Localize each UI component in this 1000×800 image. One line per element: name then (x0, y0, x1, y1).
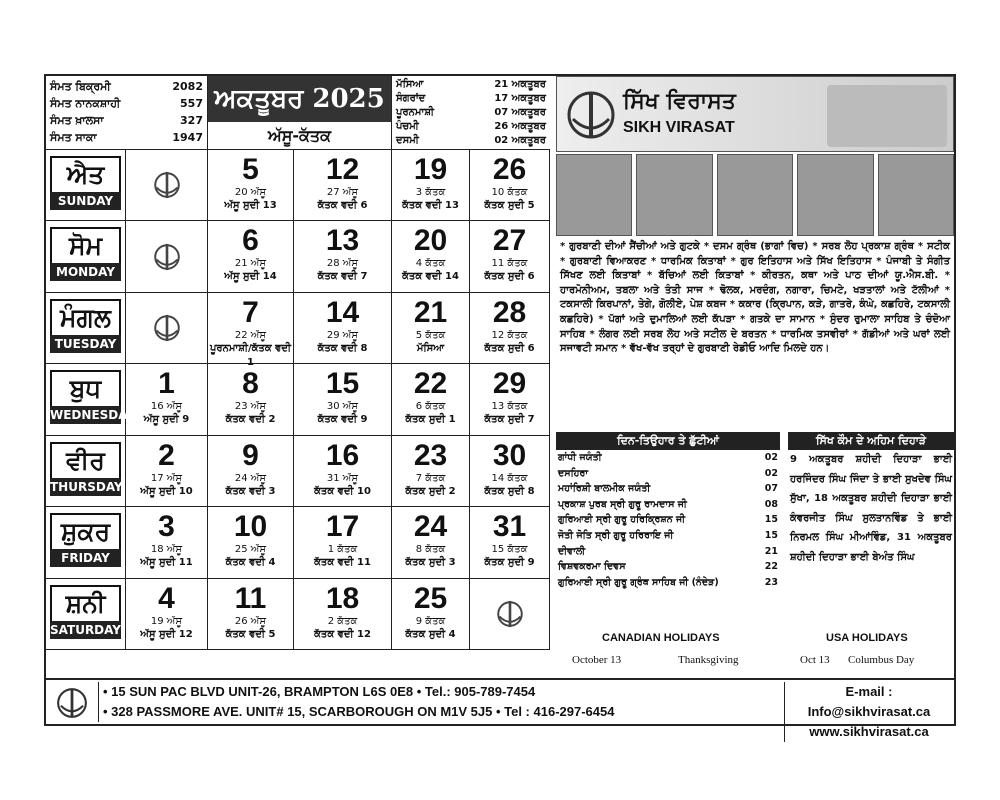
lunar-date: ਅੱਸੂ ਸੁਦੀ 9 (143, 414, 190, 426)
holiday-name: ਗੁਰਿਆਈ ਸ੍ਰੀ ਗੁਰੂ ਗ੍ਰੰਥ ਸਾਹਿਬ ਜੀ (ਨੰਦੇੜ) (558, 576, 719, 588)
lunar-date: ਕੱਤਕ ਵਦੀ 14 (402, 271, 459, 283)
date-cell (470, 150, 550, 221)
date-number: 14 (325, 295, 360, 329)
solar-date: 24 ਅੱਸੂ (234, 472, 267, 484)
date-number: 16 (325, 438, 360, 472)
moon-row (396, 78, 546, 92)
holiday-row (556, 559, 780, 575)
day-name-cell (46, 150, 126, 221)
calendar-grid (46, 150, 550, 650)
solar-date: 12 ਕੱਤਕ (491, 329, 528, 341)
era-label: ਸੰਮਤ ਸਾਕਾ (50, 131, 97, 144)
holiday-row (556, 497, 780, 513)
sikh-days (788, 432, 954, 568)
date-number: 8 (242, 367, 259, 401)
date-number: 3 (158, 510, 175, 544)
era-value: 1947 (172, 131, 203, 144)
lunar-date: ਕੱਤਕ ਵਦੀ 13 (402, 200, 459, 211)
solar-date: 20 ਅੱਸੂ (234, 187, 267, 198)
holiday-day: 23 (764, 576, 778, 588)
solar-date: 7 ਕੱਤਕ (415, 472, 446, 484)
moon-label: ਪੂਰਨਮਾਸ਼ੀ (396, 107, 435, 118)
tabla-photo (797, 154, 873, 236)
brand-name-punjabi: ਸਿੱਖ ਵਿਰਾਸਤ (623, 89, 736, 114)
date-number: 18 (325, 581, 360, 615)
date-number: 15 (325, 367, 360, 401)
lunar-date: ਕੱਤਕ ਸੁਦੀ 6 (484, 271, 535, 283)
date-cell (470, 364, 550, 435)
lunar-date: ਕੱਤਕ ਸੁਦੀ 4 (405, 628, 456, 640)
lunar-date: ਕੱਤਕ ਵਦੀ 6 (317, 200, 368, 211)
harmonium-photo (717, 154, 793, 236)
solar-date: 19 ਅੱਸੂ (150, 615, 183, 627)
date-cell (470, 293, 550, 364)
date-cell (208, 150, 294, 221)
moon-value: 26 ਅਕਤੂਬਰ (494, 121, 546, 132)
bookshelf-photo (878, 154, 954, 236)
day-name-punjabi: ਵੀਰ (50, 442, 121, 478)
era-value: 2082 (172, 80, 203, 93)
date-cell (208, 221, 294, 292)
solar-date: 27 ਅੱਸੂ (326, 187, 359, 198)
address-scarborough: • 328 PASSMORE AVE. UNIT# 15, SCARBOROUGH ON M1V 5J5 • Tel : 416-297-6454 (103, 704, 615, 719)
product-photos (556, 154, 954, 236)
khanda-emblem (126, 293, 207, 363)
khanda-icon (150, 311, 184, 345)
solar-date: 31 ਅੱਸੂ (326, 472, 359, 484)
month-title: ਅਕਤੂਬਰ 2025 (208, 76, 391, 122)
date-number: 26 (492, 153, 527, 186)
day-name-cell (46, 436, 126, 507)
moon-label: ਸੰਗਰਾਂਦ (396, 93, 426, 104)
solar-date: 17 ਅੱਸੂ (150, 472, 183, 484)
lunar-date: ਅੱਸੂ ਸੁਦੀ 12 (140, 628, 193, 640)
solar-date: 25 ਅੱਸੂ (234, 544, 267, 556)
date-cell (208, 507, 294, 578)
kirpan-photo (556, 154, 632, 236)
khanda-icon (150, 240, 184, 274)
day-name-cell (46, 221, 126, 292)
era-label: ਸੰਮਤ ਖ਼ਾਲਸਾ (50, 114, 104, 127)
lunar-date: ਕੱਤਕ ਸੁਦੀ 5 (484, 200, 535, 211)
solar-date: 4 ਕੱਤਕ (415, 258, 446, 270)
lunar-date: ਕੱਤਕ ਸੁਦੀ 8 (484, 485, 535, 497)
month-title-block (208, 76, 392, 150)
date-cell (392, 221, 470, 292)
holiday-day: 21 (764, 545, 778, 557)
era-label: ਸੰਮਤ ਬਿਕ੍ਰਮੀ (50, 80, 111, 93)
day-name-english: FRIDAY (50, 549, 121, 567)
lunar-date: ਕੱਤਕ ਸੁਦੀ 6 (484, 342, 535, 354)
brand-name-english: SIKH VIRASAT (623, 119, 735, 136)
solar-date: 30 ਅੱਸੂ (326, 401, 359, 413)
date-number: 17 (325, 510, 360, 544)
era-years (46, 76, 208, 150)
holiday-name: ਮਹਾਂਰਿਸ਼ੀ ਬਾਲਮੀਕ ਜਯੰਤੀ (558, 483, 651, 495)
date-number: 21 (413, 295, 448, 329)
date-cell (470, 436, 550, 507)
date-cell (208, 293, 294, 368)
date-number: 24 (413, 510, 448, 544)
solar-date: 5 ਕੱਤਕ (415, 329, 446, 341)
day-name-english: THURSDAY (50, 479, 123, 494)
foreign-holidays (556, 628, 954, 674)
sikh-days-header: ਸਿੱਖ ਕੌਮ ਦੇ ਅਹਿਮ ਦਿਹਾੜੇ (788, 432, 954, 450)
footer-logo (50, 682, 94, 724)
holiday-day: 22 (764, 561, 778, 573)
date-cell (126, 293, 208, 364)
moon-row (396, 134, 546, 148)
era-value: 557 (180, 97, 203, 110)
holiday-day: 07 (764, 483, 778, 495)
date-number: 5 (242, 153, 259, 186)
date-number: 4 (158, 581, 175, 615)
lunar-date: ਕੱਤਕ ਵਦੀ 2 (225, 414, 276, 426)
holiday-name: ਗਾਂਧੀ ਜਯੰਤੀ (558, 452, 602, 463)
calendar (46, 76, 550, 650)
moon-row (396, 92, 546, 106)
date-cell (208, 436, 294, 507)
address-brampton: • 15 SUN PAC BLVD UNIT-26, BRAMPTON L6S 0E8 • Tel.: 905-789-7454 (103, 684, 536, 699)
date-cell (294, 221, 392, 292)
era-row (50, 78, 203, 95)
solar-date: 16 ਅੱਸੂ (150, 401, 183, 413)
solar-date: 6 ਕੱਤਕ (415, 401, 446, 413)
date-cell (470, 507, 550, 578)
date-number: 22 (413, 367, 448, 401)
brand-banner (556, 76, 954, 152)
holiday-name: ਦਸਹਿਰਾ (558, 467, 589, 479)
date-number: 30 (492, 438, 527, 472)
date-number: 25 (413, 581, 448, 615)
moon-value: 02 ਅਕਤੂਬਰ (494, 135, 546, 146)
holiday-day: 15 (764, 529, 778, 541)
solar-date: 1 ਕੱਤਕ (327, 544, 358, 556)
date-cell (392, 436, 470, 507)
date-cell (294, 364, 392, 435)
date-number: 29 (492, 367, 527, 401)
lunar-date: ਕੱਤਕ ਵਦੀ 9 (317, 414, 368, 426)
lunar-date: ਕੱਤਕ ਸੁਦੀ 9 (484, 557, 535, 569)
moon-dates (392, 76, 550, 150)
day-name-punjabi: ਸ਼ੁਕਰ (50, 513, 121, 549)
lunar-date: ਅੱਸੂ ਸੁਦੀ 10 (140, 485, 193, 497)
moon-label: ਦਸਮੀ (396, 135, 419, 146)
date-cell (470, 579, 550, 650)
lunar-date: ਅੱਸੂ ਸੁਦੀ 11 (140, 557, 193, 569)
lunar-date: ਕੱਤਕ ਸੁਦੀ 2 (405, 485, 456, 497)
date-number: 23 (413, 438, 448, 472)
era-value: 327 (180, 114, 203, 127)
date-cell (392, 150, 470, 221)
holidays-list (556, 432, 780, 590)
day-name-english: SATURDAY (50, 622, 121, 637)
era-label: ਸੰਮਤ ਨਾਨਕਸ਼ਾਹੀ (50, 97, 121, 110)
date-cell (126, 507, 208, 578)
lunar-date: ਅੱਸੂ ਸੁਦੀ 13 (224, 200, 277, 211)
solar-date: 13 ਕੱਤਕ (491, 401, 528, 413)
date-cell (294, 579, 392, 650)
solar-date: 2 ਕੱਤਕ (327, 615, 358, 627)
date-cell (392, 507, 470, 578)
day-name-english: TUESDAY (50, 335, 121, 353)
books-photo (636, 154, 712, 236)
lunar-date: ਅੱਸੂ ਸੁਦੀ 14 (224, 271, 277, 283)
khanda-logo-icon (565, 89, 617, 141)
holiday-name: ਪ੍ਰਕਾਸ਼ ਪੁਰਬ ਸ੍ਰੀ ਗੁਰੂ ਰਾਮਦਾਸ ਜੀ (558, 498, 687, 510)
holiday-name: ਗੁਰਿਆਈ ਸ੍ਰੀ ਗੁਰੂ ਹਰਿਕ੍ਰਿਸ਼ਨ ਜੀ (558, 514, 686, 526)
date-number: 13 (325, 224, 360, 258)
khanda-icon (54, 685, 90, 721)
solar-date: 11 ਕੱਤਕ (491, 258, 528, 270)
date-cell (126, 436, 208, 507)
khanda-emblem (126, 221, 207, 291)
era-row (50, 95, 203, 112)
day-name-cell (46, 364, 136, 435)
date-cell (126, 221, 208, 292)
day-name-punjabi: ਸੋਮ (50, 227, 121, 263)
holiday-row (556, 466, 780, 482)
holiday-day: 02 (764, 452, 778, 463)
solar-date: 29 ਅੱਸੂ (326, 329, 359, 341)
holiday-name: ਦੀਵਾਲੀ (558, 545, 586, 557)
day-name-punjabi: ਬੁਧ (50, 370, 121, 406)
usa-holiday-date: Oct 13 (800, 654, 830, 666)
store-description: * ਗੁਰਬਾਣੀ ਦੀਆਂ ਸੈਂਚੀਆਂ ਅਤੇ ਗੁਟਕੇ * ਦਸਮ ਗ੍ਰੰਥ (ਭਾਗਾਂ ਵਿਚ) * ਸਰਬ ਲੋਹ ਪ੍ਰਕਾਸ਼ ਗ੍ਰੰਥ * ਸਟੀਕ * ਗੁਰਬਾਣੀ ਵਿਆਕਰਣ * ਧਾਰਮਿਕ ਕਿਤਾਬਾਂ * ਗੁਰ ਇਤਿਹਾਸ ਅਤੇ ਸਿੱਖ ਇਤਿਹਾਸ * ਪੰਜਾਬੀ ਤੇ ਸੰਗੀਤ ਸਿੱਖਣ ਲਈ ਕਿਤਾਬਾਂ * ਬੱਚਿਆਂ ਲਈ ਕਿਤਾਬਾਂ * ਕੀਰਤਨ, ਕਥਾ ਅਤੇ ਪਾਠ ਦੀਆਂ ਯੂ.ਐਸ.ਬੀ. * ਹਾਰਮੋਨੀਅਮ, ਤਬਲਾ ਅਤੇ ਤੰਤੀ ਸਾਜ * ਢੋਲਕ, ਮਰਦੰਗ, ਨਗਾਰਾ, ਚਿਮਟੇ, ਖੜਤਾਲਾਂ ਅਤੇ ਟੱਲੀਆਂ * ਟਕਸਾਲੀ ਕਿਰਪਾਨਾਂ, ਤੇਗੇ, ਗੋਲੀਏ, ਪੇਸ਼ ਕਬਜ * ਕਕਾਰ (ਕ੍ਰਿਪਾਨ, ਕੜੇ, ਗਾਤਰੇ, ਕੰਘੇ, ਕਛਹਿਰੇ, ਟਕਸਾਲੀ ਕਛਹਿਰੇ) * ਪੱਗਾਂ ਅਤੇ ਦੁਮਾਲਿਆਂ ਲਈ ਕੱਪੜਾ * ਗਤਕੇ ਦਾ ਸਾਮਾਨ * ਸੁੰਦਰ ਰੁਮਾਲਾ ਸਾਹਿਬ ਤੇ ਚੰਦੋਆ ਸਾਹਿਬ * ਲੰਗਰ ਲਈ ਸਰਬ ਲੋਹ ਅਤੇ ਸਟੀਲ ਦੇ ਬਰਤਨ * ਧਾਰਮਿਕ ਤਸਵੀਰਾਂ * ਗੱਡੀਆਂ ਅਤੇ ਘਰਾਂ ਲਈ ਸਜਾਵਟੀ ਸਮਾਨ * ਵੱਖ-ਵੱਖ ਤਰ੍ਹਾਂ ਦੇ ਗੁਰਬਾਣੀ ਰੇਡੀਓ ਆਦਿ ਮਿਲਦੇ ਹਨ। (560, 241, 950, 355)
day-name-punjabi: ਸ਼ਨੀ (50, 585, 121, 621)
date-cell (208, 579, 294, 650)
moon-label: ਮੱਸਿਆ (396, 79, 424, 90)
date-number: 28 (492, 295, 527, 329)
canadian-holiday-date: October 13 (572, 654, 622, 666)
holiday-row (556, 481, 780, 497)
lunar-date: ਮੱਸਿਆ (416, 342, 445, 354)
date-cell (392, 579, 470, 650)
date-number: 10 (233, 510, 268, 544)
date-cell (126, 150, 208, 221)
solar-date: 22 ਅੱਸੂ (234, 329, 267, 341)
solar-date: 18 ਅੱਸੂ (150, 544, 183, 556)
date-number: 31 (492, 510, 527, 544)
holiday-day: 08 (764, 498, 778, 510)
contact-info (784, 682, 953, 742)
website-link[interactable]: www.sikhvirasat.ca (809, 724, 929, 739)
khanda-emblem (470, 579, 549, 649)
lunar-date: ਪੂਰਨਮਾਸ਼ੀ/ਕੱਤਕ ਵਦੀ 1 (209, 342, 292, 368)
date-cell (294, 436, 392, 507)
canadian-holiday-name: Thanksgiving (678, 654, 739, 666)
date-cell (126, 364, 208, 435)
date-number: 11 (234, 581, 267, 615)
solar-date: 21 ਅੱਸੂ (234, 258, 267, 270)
solar-date: 8 ਕੱਤਕ (415, 544, 446, 556)
date-number: 6 (242, 224, 259, 258)
day-name-punjabi: ਮੰਗਲ (50, 299, 121, 335)
solar-date: 10 ਕੱਤਕ (491, 187, 528, 198)
date-cell (294, 293, 392, 364)
footer (46, 678, 954, 739)
date-number: 7 (242, 295, 259, 329)
date-cell (126, 579, 208, 650)
date-number: 2 (158, 438, 175, 472)
moon-value: 17 ਅਕਤੂਬਰ (494, 93, 546, 104)
holiday-name: ਜੋਤੀ ਜੋਤਿ ਸ੍ਰੀ ਗੁਰੂ ਹਰਿਰਾਇ ਜੀ (558, 529, 674, 541)
khanda-emblem (126, 150, 207, 220)
day-name-punjabi: ਐਤ (50, 156, 121, 192)
usa-holidays-title: USA HOLIDAYS (826, 632, 908, 644)
sikh-days-text: 9 ਅਕਤੂਬਰ ਸ਼ਹੀਦੀ ਦਿਹਾੜਾ ਭਾਈ ਹਰਜਿੰਦਰ ਸਿੰਘ ਜਿੰਦਾ ਤੇ ਭਾਈ ਸੁਖਦੇਵ ਸਿੰਘ ਸੁੱਖਾ, 18 ਅਕਤੂਬਰ ਸ਼ਹੀਦੀ ਦਿਹਾੜਾ ਭਾਈ ਕੰਵਰਜੀਤ ਸਿੰਘ ਸੁਲਤਾਨਵਿੰਡ ਤੇ ਭਾਈ ਨਿਰਮਲ ਸਿੰਘ ਮੀਆਂਵਿੰਡ, 31 ਅਕਤੂਬਰ ਸ਼ਹੀਦੀ ਦਿਹਾੜਾ ਭਾਈ ਬੇਅੰਤ ਸਿੰਘ (790, 454, 952, 563)
holiday-row (556, 512, 780, 528)
solar-date: 9 ਕੱਤਕ (415, 615, 446, 627)
lunar-date: ਕੱਤਕ ਵਦੀ 10 (314, 485, 371, 497)
canadian-holidays-title: CANADIAN HOLIDAYS (602, 632, 720, 644)
lunar-date: ਕੱਤਕ ਵਦੀ 7 (317, 271, 368, 283)
month-subtitle: ਅੱਸੂ-ਕੱਤਕ (267, 126, 332, 145)
date-cell (294, 507, 392, 578)
solar-date: 28 ਅੱਸੂ (326, 258, 359, 270)
lunar-date: ਕੱਤਕ ਸੁਦੀ 1 (405, 414, 456, 426)
lunar-date: ਕੱਤਕ ਵਦੀ 11 (314, 557, 371, 569)
store-addresses (98, 682, 783, 722)
date-number: 9 (242, 438, 259, 472)
date-cell (294, 150, 392, 221)
solar-date: 23 ਅੱਸੂ (234, 401, 267, 413)
day-name-cell (46, 507, 126, 578)
golden-temple-image (827, 85, 947, 147)
date-number: 27 (492, 224, 527, 258)
khanda-icon (493, 597, 527, 631)
khanda-icon (150, 168, 184, 202)
lunar-date: ਕੱਤਕ ਵਦੀ 5 (225, 628, 276, 640)
solar-date: 14 ਕੱਤਕ (491, 472, 528, 484)
solar-date: 3 ਕੱਤਕ (415, 187, 446, 198)
holidays-header: ਦਿਨ-ਤਿਉਹਾਰ ਤੇ ਛੁੱਟੀਆਂ (556, 432, 780, 450)
moon-label: ਪੰਚਮੀ (396, 121, 419, 132)
lunar-date: ਕੱਤਕ ਵਦੀ 4 (225, 557, 276, 569)
lunar-date: ਕੱਤਕ ਵਦੀ 3 (225, 485, 276, 497)
holiday-row (556, 450, 780, 466)
lunar-date: ਕੱਤਕ ਸੁਦੀ 3 (405, 557, 456, 569)
day-name-cell (46, 293, 126, 364)
moon-row (396, 120, 546, 134)
moon-value: 21 ਅਕਤੂਬਰ (494, 79, 546, 90)
solar-date: 26 ਅੱਸੂ (234, 615, 267, 627)
holiday-name: ਵਿਸ਼ਵਕਰਮਾ ਦਿਵਸ (558, 561, 626, 573)
holiday-day: 02 (764, 467, 778, 479)
solar-date: 15 ਕੱਤਕ (491, 544, 528, 556)
lunar-date: ਕੱਤਕ ਸੁਦੀ 7 (484, 414, 535, 426)
date-number: 12 (325, 153, 360, 186)
date-number: 20 (413, 224, 448, 258)
moon-row (396, 106, 546, 120)
holiday-row (556, 528, 780, 544)
era-row (50, 129, 203, 146)
holiday-row (556, 544, 780, 560)
day-name-english: SUNDAY (50, 192, 121, 210)
date-number: 1 (158, 367, 175, 401)
date-cell (470, 221, 550, 292)
day-name-cell (46, 579, 126, 650)
lunar-date: ਕੱਤਕ ਵਦੀ 12 (314, 628, 371, 640)
date-cell (392, 364, 470, 435)
moon-value: 07 ਅਕਤੂਬਰ (494, 107, 546, 118)
date-cell (208, 364, 294, 435)
usa-holiday-name: Columbus Day (848, 654, 915, 666)
holiday-day: 15 (764, 514, 778, 526)
era-row (50, 112, 203, 129)
date-number: 19 (413, 153, 448, 186)
email-link[interactable]: E-mail : Info@sikhvirasat.ca (807, 684, 931, 719)
date-cell (392, 293, 470, 364)
holiday-row (556, 575, 780, 591)
lunar-date: ਕੱਤਕ ਵਦੀ 8 (317, 342, 368, 354)
day-name-english: WEDNESDAY (50, 408, 136, 423)
day-name-english: MONDAY (50, 263, 121, 281)
